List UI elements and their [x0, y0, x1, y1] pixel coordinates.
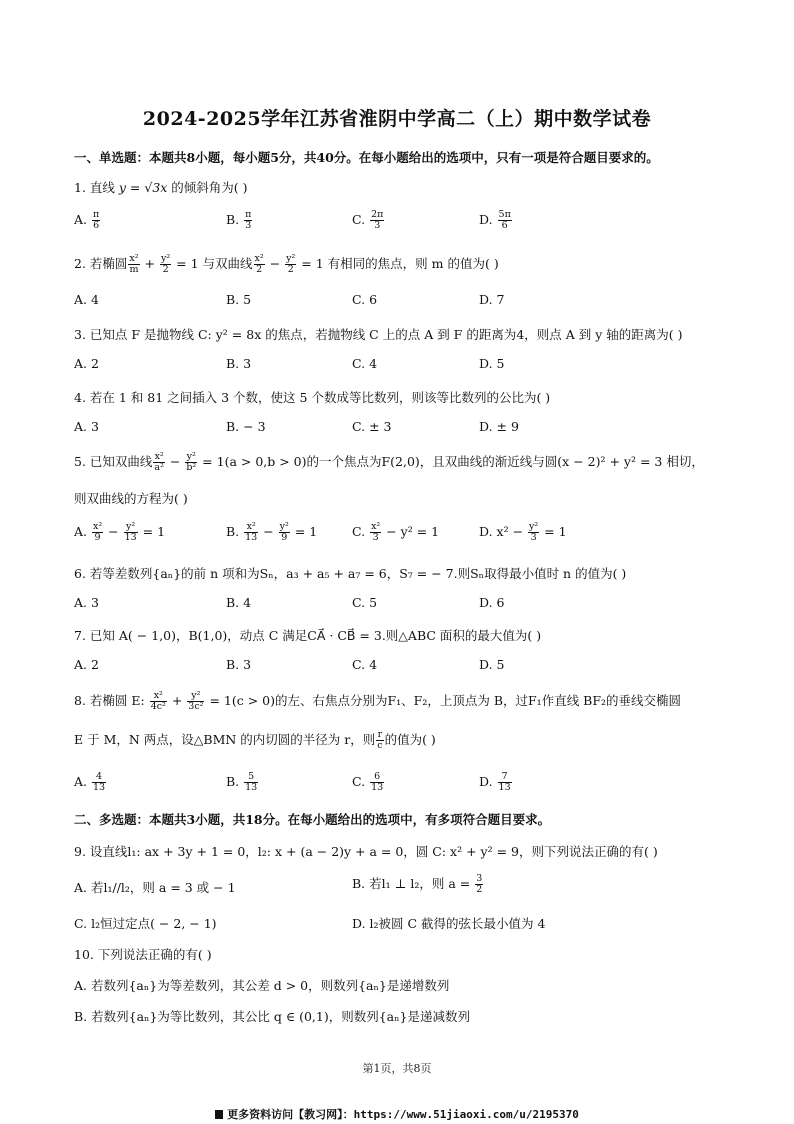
q6-option-d: D. 6: [479, 595, 505, 610]
question-10: 10. 下列说法正确的有( ): [74, 947, 212, 962]
q5-option-c: C. $\frac{\text{x²}}{3}$ − y² = 1: [352, 521, 440, 543]
q7-option-c: C. 4: [352, 657, 378, 672]
q1-option-c: C. $\frac{2\pi}{3}$: [352, 209, 384, 231]
question-2: 2. 若椭圆 $\frac{\text{x²}}{m}$ + $\frac{\text{y²}}{2}$ = 1 与双曲线 $\frac{\text{x²}}{2}$ − $\frac{\text{y²}}{2}$ = 1 有相同的焦点，则 m 的值为( ): [74, 253, 499, 275]
q7-option-a: A. 2: [74, 657, 99, 672]
q3-option-c: C. 4: [352, 356, 378, 371]
section-heading-multiple-choice: 二、多选题：本题共3小题，共18分。在每小题给出的选项中，有多项符合题目要求。: [74, 812, 551, 827]
q6-option-a: A. 3: [74, 595, 99, 610]
q3-option-a: A. 2: [74, 356, 99, 371]
question-9: 9. 设直线l₁: ax + 3y + 1 = 0，l₂: x + (a − 2)y + a = 0，圆 C: x² + y² = 9，则下列说法正确的有( ): [74, 844, 658, 859]
q3-option-d: D. 5: [479, 356, 505, 371]
q9-option-b: B. 若l₁ ⊥ l₂，则 a = $\frac{3}{2}$: [352, 873, 483, 895]
question-3: 3. 已知点 F 是抛物线 C: y² = 8x 的焦点，若抛物线 C 上的点 A 到 F 的距离为4，则点 A 到 y 轴的距离为( ): [74, 327, 683, 342]
question-8: 8. 若椭圆 E: $\frac{\text{x²}}{\text{4c²}}$ + $\frac{\text{y²}}{\text{3c²}}$ = 1(c > 0)的左、右焦点分别为F₁、F₂，上顶点为 B，过F₁作直线 BF₂的垂线交椭圆: [74, 690, 682, 712]
page-title: 2024-2025学年江苏省淮阴中学高二（上）期中数学试卷: [142, 108, 652, 130]
flag-icon: [215, 1110, 223, 1119]
question-5: 5. 已知双曲线 $\frac{\text{x²}}{\text{a²}}$ − $\frac{\text{y²}}{\text{b²}}$ = 1(a > 0,b > 0)的一个焦点为F(2,0)，且双曲线的渐近线与圆(x − 2)² + y² = 3 相切，: [74, 451, 704, 473]
q2-option-b: B. 5: [226, 292, 252, 307]
question-8-line-2: E 于 M，N 两点，设△BMN 的内切圆的半径为 r，则 $\frac{r}{c}$ 的值为( ): [74, 729, 436, 751]
q1-option-d: D. $\frac{5\pi}{6}$: [479, 209, 511, 231]
q10-option-a: A. 若数列{aₙ}为等差数列，其公差 d > 0，则数列{aₙ}是递增数列: [74, 978, 450, 993]
q2-option-c: C. 6: [352, 292, 378, 307]
question-6: 6. 若等差数列{aₙ}的前 n 项和为Sₙ，a₃ + a₅ + a₇ = 6，S₇ = − 7.则Sₙ取得最小值时 n 的值为( ): [74, 566, 627, 581]
question-7: 7. 已知 A( − 1,0)，B(1,0)，动点 C 满足CA⃗ · CB⃗ = 3.则△ABC 面积的最大值为( ): [74, 628, 542, 643]
q9-option-c: C. l₂恒过定点( − 2, − 1): [74, 916, 217, 931]
question-1: 1. 直线 y = √3x 的倾斜角为( ): [74, 180, 248, 195]
section-heading-single-choice: 一、单选题：本题共8小题，每小题5分，共40分。在每小题给出的选项中，只有一项是符合题目要求的。: [74, 150, 659, 165]
q10-option-b: B. 若数列{aₙ}为等比数列，其公比 q ∈ (0,1)，则数列{aₙ}是递减数列: [74, 1009, 470, 1024]
q4-option-c: C. ± 3: [352, 419, 392, 434]
q7-option-b: B. 3: [226, 657, 252, 672]
q5-option-b: B. $\frac{\text{x²}}{13}$ − $\frac{\text{y²}}{9}$ = 1: [226, 521, 318, 543]
q1-option-b: B. $\frac{\pi}{3}$: [226, 209, 252, 231]
q6-option-c: C. 5: [352, 595, 378, 610]
q3-option-b: B. 3: [226, 356, 252, 371]
q9-option-a: A. 若l₁//l₂，则 a = 3 或 − 1: [74, 880, 236, 895]
q1-option-a: A. $\frac{\pi}{6}$: [74, 209, 100, 231]
q8-option-b: B. $\frac{5}{13}$: [226, 771, 258, 793]
q5-option-a: A. $\frac{\text{x²}}{9}$ − $\frac{\text{y²}}{13}$ = 1: [74, 521, 166, 543]
question-4: 4. 若在 1 和 81 之间插入 3 个数，使这 5 个数成等比数列，则该等比数列的公比为( ): [74, 390, 551, 405]
q7-option-d: D. 5: [479, 657, 505, 672]
q6-option-b: B. 4: [226, 595, 252, 610]
q8-option-c: C. $\frac{6}{13}$: [352, 771, 384, 793]
q4-option-b: B. − 3: [226, 419, 266, 434]
q9-option-d: D. l₂被圆 C 截得的弦长最小值为 4: [352, 916, 546, 931]
q2-option-d: D. 7: [479, 292, 505, 307]
q8-option-a: A. $\frac{4}{13}$: [74, 771, 106, 793]
page-number: 第1页，共8页: [362, 1062, 432, 1075]
q4-option-d: D. ± 9: [479, 419, 519, 434]
question-5-line-2: 则双曲线的方程为( ): [74, 491, 188, 506]
q4-option-a: A. 3: [74, 419, 99, 434]
watermark-link[interactable]: 更多资料访问【教习网】：https://www.51jiaoxi.com/u/2195370: [0, 1106, 794, 1122]
q5-option-d: D. x² − $\frac{\text{y²}}{3}$ = 1: [479, 521, 567, 543]
q2-option-a: A. 4: [74, 292, 99, 307]
q8-option-d: D. $\frac{7}{13}$: [479, 771, 511, 793]
